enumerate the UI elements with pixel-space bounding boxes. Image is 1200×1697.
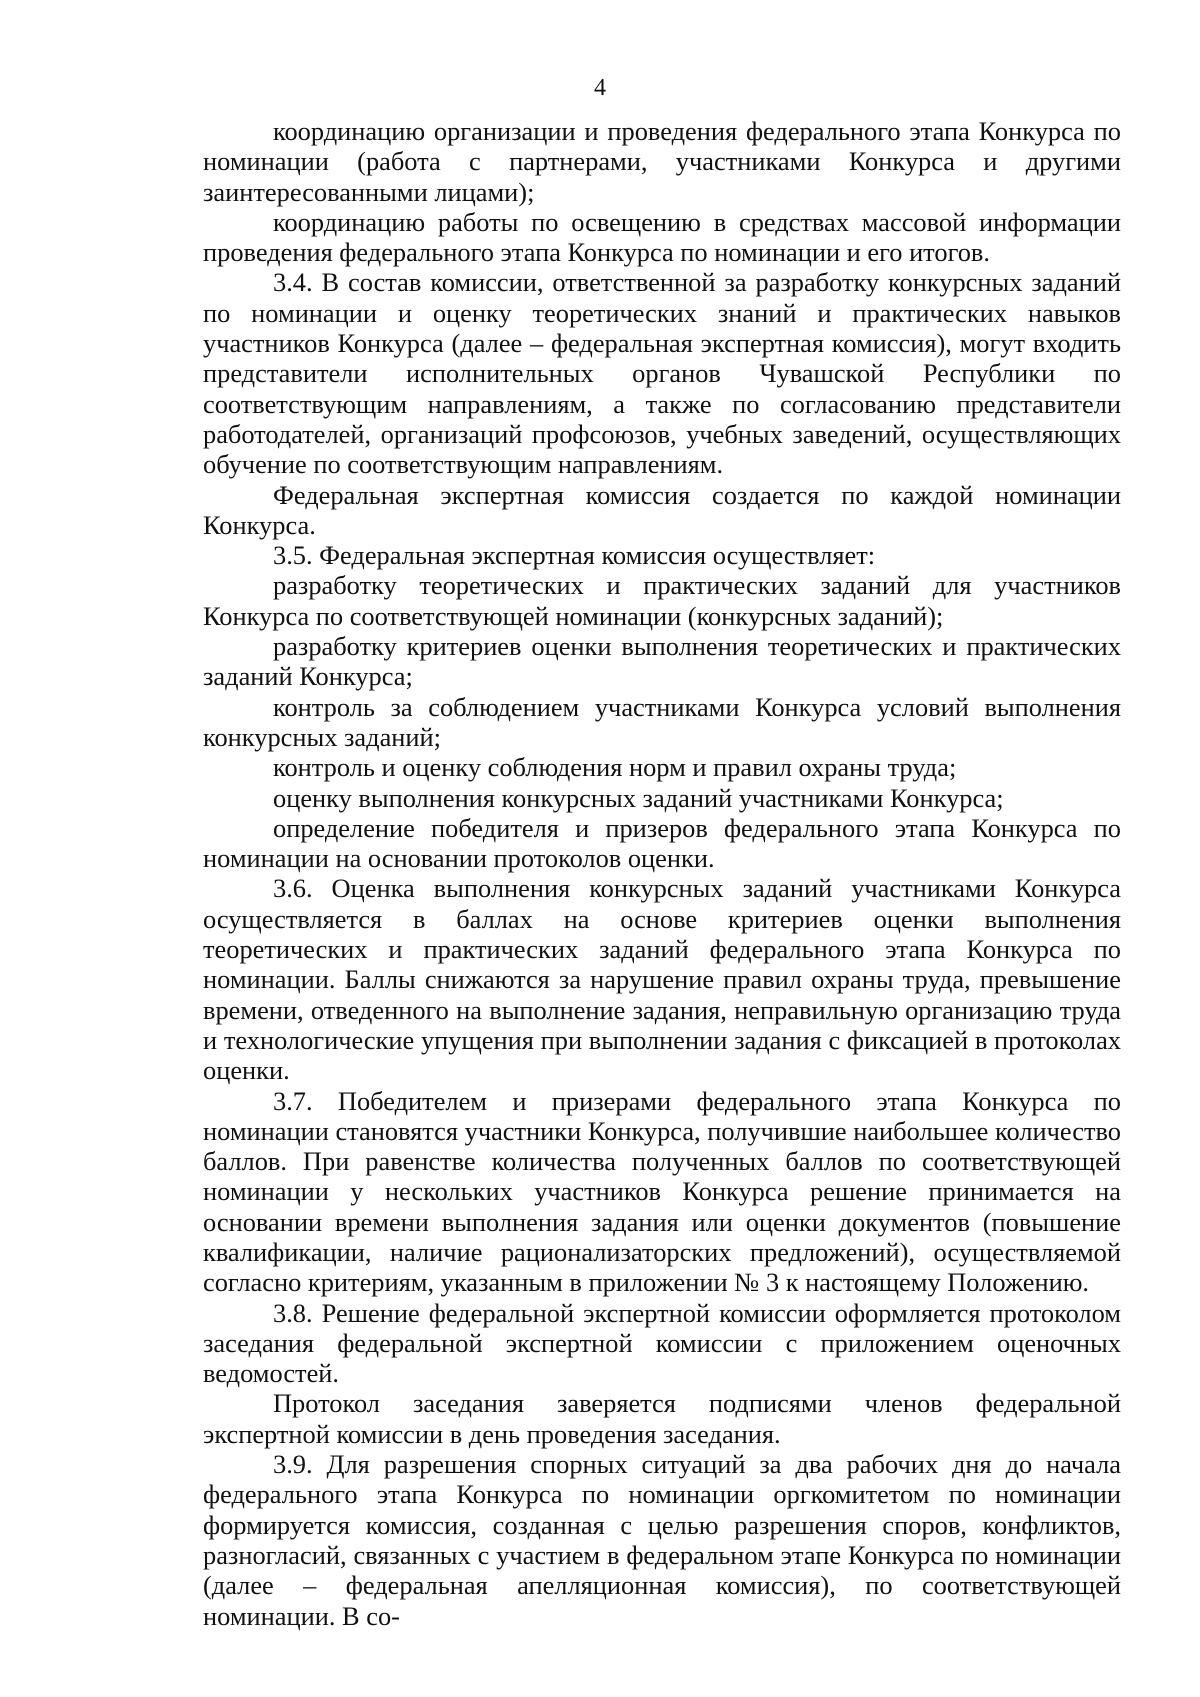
paragraph-commission-per-nomination: Федеральная экспертная комиссия создается по каждой номинации Конкурса.	[203, 479, 1121, 540]
paragraph-compliance-control: контроль за соблюдением участниками Конкурса условий выполнения конкурсных заданий;	[203, 691, 1121, 752]
paragraph-3-9-appeals-commission: 3.9. Для разрешения спорных ситуаций за два рабочих дня до начала федерального этапа Конкурса по номинации оргкомитетом по номинации формируется комиссия, созданная с целью разрешения споров, конфликтов, разногласий, связанных с участием в федеральном этапе Конкурса по номинации (далее – федеральная апелляционная комиссия), по соответствующей номинации. В со-	[203, 1449, 1121, 1631]
paragraph-media-coordination: координацию работы по освещению в средствах массовой информации проведения федерального этапа Конкурса по номинации и его итогов.	[203, 206, 1121, 268]
paragraph-3-8-decision-protocol: 3.8. Решение федеральной экспертной комиссии оформляется протоколом заседания федеральной экспертной комиссии с приложением оценочных ведомостей.	[203, 1297, 1121, 1389]
page-number: 4	[594, 75, 606, 101]
paragraph-3-7-winners: 3.7. Победителем и призерами федерального этапа Конкурса по номинации становятся участники Конкурса, получившие наибольшее количество баллов. При равенстве количества полученных баллов по соответствующей номинации у нескольких участников Конкурса решение принимается на основании времени выполнения задания или оценки документов (повышение квалификации, наличие рационализаторских предложений), осуществляемой согласно критериям, указанным в приложении № 3 к настоящему Положению.	[203, 1085, 1121, 1298]
document-body	[203, 116, 1121, 1631]
paragraph-task-development: разработку теоретических и практических заданий для участников Конкурса по соответствующей номинации (конкурсных заданий);	[203, 570, 1121, 631]
paragraph-task-evaluation: оценку выполнения конкурсных заданий участниками Конкурса;	[273, 782, 1004, 813]
paragraph-3-4-commission-composition: 3.4. В состав комиссии, ответственной за разработку конкурсных заданий по номинации и оценку теоретических знаний и практических навыков участников Конкурса (далее – федеральная экспертная комиссия), могут входить представители исполнительных органов Чувашской Республики по соответствующим направлениям, а также по согласованию представители работодателей, организаций профсоюзов, учебных заведений, осуществляющих обучение по соответствующим направлениям.	[203, 267, 1121, 480]
paragraph-organization-coordination: координацию организации и проведения федерального этапа Конкурса по номинации (работа с партнерами, участниками Конкурса и другими заинтересованными лицами);	[203, 116, 1121, 207]
paragraph-winner-determination: определение победителя и призеров федерального этапа Конкурса по номинации на основании протоколов оценки.	[203, 812, 1121, 874]
paragraph-criteria-development: разработку критериев оценки выполнения теоретических и практических заданий Конкурса;	[203, 631, 1121, 692]
paragraph-safety-control: контроль и оценку соблюдения норм и правил охраны труда;	[273, 752, 957, 783]
paragraph-protocol-signatures: Протокол заседания заверяется подписями членов федеральной экспертной комиссии в день проведения заседания.	[203, 1388, 1121, 1449]
paragraph-3-5-commission-duties: 3.5. Федеральная экспертная комиссия осуществляет:	[273, 540, 876, 571]
paragraph-3-6-scoring: 3.6. Оценка выполнения конкурсных заданий участниками Конкурса осуществляется в баллах на основе критериев оценки выполнения теоретических и практических заданий федерального этапа Конкурса по номинации. Баллы снижаются за нарушение правил охраны труда, превышение времени, отведенного на выполнение задания, неправильную организацию труда и технологические упущения при выполнении задания с фиксацией в протоколах оценки.	[203, 873, 1121, 1086]
